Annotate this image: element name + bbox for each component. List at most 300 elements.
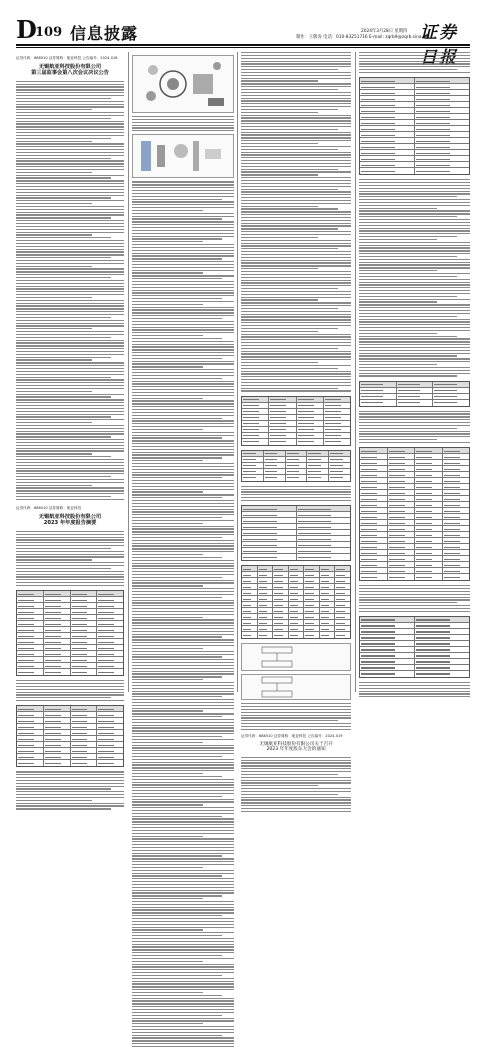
table-cell <box>307 463 329 468</box>
cell-text <box>18 721 34 722</box>
text-line <box>241 143 318 144</box>
text-line <box>132 981 234 982</box>
text-line <box>16 565 124 566</box>
table-cell <box>269 439 296 445</box>
text-line <box>132 929 203 930</box>
text-line <box>132 870 234 871</box>
proxy-form-table <box>359 447 470 581</box>
table-cell <box>415 466 443 471</box>
text-line <box>132 540 234 541</box>
text-line <box>241 117 351 118</box>
text-line <box>16 479 124 480</box>
table-cell <box>320 626 336 631</box>
text-line <box>132 833 234 834</box>
text-line <box>359 301 437 302</box>
text-line <box>241 52 351 53</box>
cell-text <box>389 511 405 512</box>
cell-text <box>98 721 114 722</box>
text-line <box>132 611 234 612</box>
text-line <box>132 918 234 919</box>
text-line <box>132 511 234 512</box>
text-line <box>16 554 124 555</box>
text-line <box>359 330 470 331</box>
table-cell <box>415 108 469 113</box>
table-cell <box>97 724 123 729</box>
text-line <box>132 187 234 188</box>
table-cell <box>360 90 415 95</box>
table-row <box>242 475 350 481</box>
cell-text <box>259 635 267 636</box>
text-line <box>241 334 351 335</box>
cell-text <box>45 739 61 740</box>
cell-text <box>98 757 114 758</box>
text-line <box>241 385 351 386</box>
notice-2-title: 2023 年年度报告摘要 <box>43 520 97 527</box>
table-cell <box>335 626 350 631</box>
table-cell <box>297 397 324 402</box>
cell-text <box>243 405 259 406</box>
cell-text <box>308 453 321 454</box>
table-cell <box>360 538 388 543</box>
cell-text <box>72 757 88 758</box>
text-line <box>132 992 203 993</box>
text-line <box>132 1006 234 1007</box>
cell-text <box>389 547 405 548</box>
text-line <box>359 375 457 376</box>
table-cell <box>388 520 416 525</box>
cell-text <box>72 709 88 710</box>
cell-text <box>45 624 61 625</box>
cell-text <box>416 553 432 554</box>
cell-text <box>321 581 329 582</box>
notice-2-code: 证券代码：688510 证券简称：航亚科技 <box>16 506 82 511</box>
text-line <box>132 440 234 441</box>
table-cell <box>269 397 296 402</box>
text-line <box>132 892 234 893</box>
text-line <box>132 1037 234 1038</box>
cell-text <box>321 569 329 570</box>
cell-text <box>98 624 114 625</box>
table-cell <box>360 562 388 567</box>
table-cell <box>242 608 258 613</box>
table-cell <box>360 162 415 167</box>
text-line <box>359 355 457 356</box>
cell-text <box>416 655 450 656</box>
text-line <box>241 83 351 84</box>
text-line <box>16 499 124 500</box>
text-line <box>16 243 124 244</box>
operations-body <box>241 52 351 392</box>
text-line <box>132 116 234 117</box>
cell-text <box>45 745 61 746</box>
text-line <box>16 388 124 389</box>
text-line <box>132 238 222 239</box>
cell-text <box>45 715 61 716</box>
text-line <box>132 284 234 285</box>
header-rule-thin <box>16 47 470 48</box>
text-line <box>359 293 470 294</box>
cell-text <box>18 709 34 710</box>
text-line <box>359 236 457 237</box>
text-line <box>241 757 351 758</box>
table-cell <box>44 639 71 644</box>
text-line <box>132 998 234 999</box>
text-line <box>132 907 234 908</box>
table-cell <box>44 706 71 711</box>
cell-text <box>305 587 313 588</box>
text-line <box>132 224 234 225</box>
text-line <box>16 291 124 292</box>
section-letter: D <box>16 15 37 44</box>
text-line <box>132 457 222 458</box>
cell-text <box>98 715 114 716</box>
cell-text <box>416 463 432 464</box>
cell-text <box>434 402 456 403</box>
table-cell <box>433 382 469 387</box>
text-line <box>16 462 124 463</box>
cell-text <box>336 575 344 576</box>
cell-text <box>98 660 114 661</box>
text-line <box>16 405 124 406</box>
medical-figure <box>132 134 234 178</box>
cell-text <box>243 533 277 534</box>
table-cell <box>360 478 388 483</box>
table-cell <box>443 454 470 459</box>
cell-text <box>298 515 332 516</box>
cell-text <box>98 648 114 649</box>
text-line <box>16 476 111 477</box>
cell-text <box>361 147 395 148</box>
table-cell <box>307 469 329 474</box>
cell-text <box>98 709 114 710</box>
table-cell <box>415 448 443 453</box>
table-cell <box>415 126 469 131</box>
text-line <box>16 305 124 306</box>
cell-text <box>305 581 313 582</box>
text-line <box>241 305 351 306</box>
cell-text <box>18 642 34 643</box>
table-cell <box>360 574 388 580</box>
cell-text <box>45 594 61 595</box>
text-line <box>241 285 351 286</box>
cell-text <box>321 623 329 624</box>
table-cell <box>415 550 443 555</box>
cell-text <box>361 487 377 488</box>
text-line <box>132 958 234 959</box>
text-line <box>16 251 124 252</box>
text-line <box>132 602 234 603</box>
cell-text <box>243 581 251 582</box>
text-line <box>359 425 470 426</box>
text-line <box>16 86 124 87</box>
cell-text <box>389 577 405 578</box>
text-line <box>241 382 351 383</box>
cell-text <box>434 390 456 391</box>
text-line <box>359 605 470 606</box>
notice-2-body <box>16 531 124 586</box>
cell-text <box>45 612 61 613</box>
cell-text <box>361 499 377 500</box>
table-cell <box>304 620 320 625</box>
text-line <box>16 359 92 360</box>
text-line <box>132 841 234 842</box>
text-line <box>16 186 124 187</box>
text-line <box>359 413 470 414</box>
cell-text <box>45 666 61 667</box>
table-cell <box>335 602 350 607</box>
text-line <box>132 415 234 416</box>
text-line <box>241 132 351 133</box>
table-cell <box>388 448 416 453</box>
text-line <box>16 314 124 315</box>
cell-text <box>298 417 314 418</box>
text-line <box>359 599 470 600</box>
cell-text <box>298 539 332 540</box>
text-line <box>241 760 351 761</box>
cell-text <box>416 673 450 674</box>
text-line <box>16 545 124 546</box>
text-line <box>132 298 222 299</box>
table-cell <box>443 490 470 495</box>
text-line <box>16 271 124 272</box>
cell-text <box>98 612 114 613</box>
text-line <box>16 692 124 693</box>
text-line <box>359 419 470 420</box>
table-cell <box>415 538 443 543</box>
cell-text <box>361 577 377 578</box>
table-cell <box>71 736 98 741</box>
text-line <box>132 619 234 620</box>
table-cell <box>415 162 469 167</box>
table-row <box>17 760 123 766</box>
text-line <box>132 406 234 407</box>
cell-text <box>274 611 282 612</box>
text-line <box>132 787 234 788</box>
cell-text <box>416 105 450 106</box>
text-line <box>132 287 234 288</box>
text-line <box>16 585 124 586</box>
table-cell <box>97 712 123 717</box>
text-line <box>132 730 234 731</box>
cell-text <box>98 606 114 607</box>
text-line <box>241 271 351 272</box>
table-cell <box>415 472 443 477</box>
table-cell <box>97 730 123 735</box>
ownership-chart <box>241 643 351 671</box>
text-line <box>132 895 222 896</box>
cell-text <box>361 511 377 512</box>
cell-text <box>18 739 34 740</box>
signature-table <box>359 616 470 678</box>
table-cell <box>297 427 324 432</box>
table-cell <box>97 663 123 668</box>
cell-text <box>361 390 383 391</box>
text-line <box>132 281 234 282</box>
text-line <box>132 924 234 925</box>
text-line <box>132 875 222 876</box>
text-line <box>241 277 351 278</box>
cell-text <box>444 547 460 548</box>
text-line <box>132 480 234 481</box>
cell-text <box>265 477 278 478</box>
cell-text <box>72 715 88 716</box>
cell-text <box>270 405 286 406</box>
cell-text <box>416 487 432 488</box>
table-cell <box>360 568 388 573</box>
text-line <box>132 548 234 549</box>
cell-text <box>444 505 460 506</box>
text-line <box>241 262 351 263</box>
text-line <box>16 780 124 781</box>
text-line <box>132 804 203 805</box>
table-cell <box>242 626 258 631</box>
text-line <box>132 352 234 353</box>
cell-text <box>243 521 277 522</box>
text-line <box>359 61 470 62</box>
text-line <box>241 365 351 366</box>
text-line <box>16 209 124 210</box>
table-cell <box>360 96 415 101</box>
text-line <box>241 351 351 352</box>
text-line <box>359 216 457 217</box>
text-line <box>16 246 124 247</box>
cell-text <box>416 87 450 88</box>
cell-text <box>72 612 88 613</box>
text-line <box>16 126 124 127</box>
cell-text <box>416 577 432 578</box>
table-cell <box>242 632 258 638</box>
text-line <box>132 645 234 646</box>
table-cell <box>415 544 443 549</box>
text-line <box>16 411 124 412</box>
cell-text <box>361 631 395 632</box>
text-line <box>132 1012 234 1013</box>
text-line <box>359 259 470 260</box>
text-line <box>16 280 124 281</box>
table-cell <box>17 621 44 626</box>
cell-text <box>274 569 282 570</box>
cell-text <box>18 618 34 619</box>
cell-text <box>72 672 88 673</box>
text-line <box>16 180 124 181</box>
cell-text <box>259 629 267 630</box>
cell-text <box>270 411 286 412</box>
cell-text <box>336 599 344 600</box>
table-cell <box>289 572 305 577</box>
cell-text <box>243 441 259 442</box>
text-line <box>359 319 470 320</box>
text-line <box>359 253 470 254</box>
cell-text <box>321 587 329 588</box>
text-line <box>241 762 351 763</box>
table-cell <box>242 572 258 577</box>
table-cell <box>415 635 469 640</box>
table-cell <box>44 609 71 614</box>
table-cell <box>71 657 98 662</box>
cell-text <box>416 661 450 662</box>
text-line <box>16 320 124 321</box>
table-cell <box>415 90 469 95</box>
table-cell <box>71 742 98 747</box>
text-line <box>132 344 234 345</box>
text-line <box>132 955 222 956</box>
text-line <box>359 588 470 589</box>
cell-text <box>325 417 341 418</box>
cell-text <box>18 624 34 625</box>
table-cell <box>360 532 388 537</box>
cell-text <box>243 459 256 460</box>
table-cell <box>297 536 351 541</box>
text-line <box>359 422 470 423</box>
table-cell <box>273 590 289 595</box>
text-line <box>241 103 351 104</box>
text-line <box>132 668 234 669</box>
text-line <box>132 355 234 356</box>
cell-text <box>416 141 450 142</box>
table-cell <box>388 484 416 489</box>
text-line <box>16 183 124 184</box>
text-line <box>241 782 351 783</box>
text-line <box>132 651 234 652</box>
text-line <box>16 371 124 372</box>
cell-text <box>416 469 432 470</box>
text-line <box>16 797 124 798</box>
text-line <box>132 995 222 996</box>
cell-text <box>361 493 377 494</box>
text-line <box>241 265 351 266</box>
text-line <box>241 805 351 806</box>
cell-text <box>416 129 450 130</box>
text-line <box>132 915 222 916</box>
text-line <box>241 774 338 775</box>
text-line <box>16 141 92 142</box>
cell-text <box>305 635 313 636</box>
table-cell <box>71 754 98 759</box>
cell-text <box>308 459 321 460</box>
table-cell <box>443 550 470 555</box>
cell-text <box>259 581 267 582</box>
text-line <box>359 66 470 67</box>
table-cell <box>71 615 98 620</box>
table-cell <box>360 550 388 555</box>
table-cell <box>242 439 269 445</box>
table-cell <box>97 669 123 675</box>
text-line <box>16 160 124 161</box>
text-line <box>132 210 203 211</box>
text-line <box>132 122 234 123</box>
text-line <box>359 250 470 251</box>
text-line <box>16 283 124 284</box>
text-line <box>16 257 111 258</box>
table-cell <box>17 615 44 620</box>
text-line <box>16 808 111 809</box>
cell-text <box>305 623 313 624</box>
cell-text <box>361 117 395 118</box>
cell-text <box>361 105 395 106</box>
text-line <box>132 477 222 478</box>
text-line <box>16 234 92 235</box>
text-line <box>241 777 351 778</box>
text-line <box>16 172 92 173</box>
cell-text <box>298 423 314 424</box>
table-cell <box>415 478 443 483</box>
table-cell <box>360 629 415 634</box>
text-line <box>359 693 470 694</box>
text-line <box>132 639 234 640</box>
text-line <box>132 693 234 694</box>
text-line <box>241 325 351 326</box>
table-cell <box>71 651 98 656</box>
